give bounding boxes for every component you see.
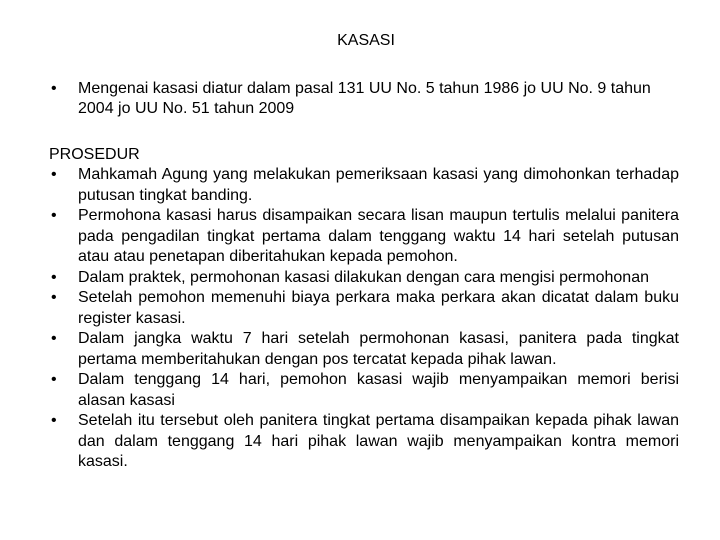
procedure-item: • Setelah itu tersebut oleh panitera tingkat pertama disampaikan kepada pihak lawan dan dalam tenggang 14 hari pihak lawan wajib menyampaikan kontra memori kasasi. xyxy=(49,411,679,473)
procedure-item: • Mahkamah Agung yang melakukan pemeriksaan kasasi yang dimohonkan terhadap putusan tingkat banding. xyxy=(49,165,679,206)
procedure-list xyxy=(49,165,679,473)
intro-item: • Mengenai kasasi diatur dalam pasal 131 UU No. 5 tahun 1986 jo UU No. 9 tahun 2004 jo UU No. 51 tahun 2009 xyxy=(49,79,684,119)
slide-title: KASASI xyxy=(337,32,395,49)
intro-list xyxy=(49,79,684,119)
procedure-item: • Dalam jangka waktu 7 hari setelah permohonan kasasi, panitera pada tingkat pertama memberitahukan dengan pos tercatat kepada pihak lawan. xyxy=(49,329,679,370)
procedure-item: • Dalam praktek, permohonan kasasi dilakukan dengan cara mengisi permohonan xyxy=(49,268,679,289)
section-heading: PROSEDUR xyxy=(49,146,140,163)
procedure-item: • Permohona kasasi harus disampaikan secara lisan maupun tertulis melalui panitera pada pengadilan tingkat pertama dalam tenggang waktu 14 hari setelah putusan atau atau penetapan diberitahukan kepada pemohon. xyxy=(49,206,679,268)
procedure-item: • Dalam tenggang 14 hari, pemohon kasasi wajib menyampaikan memori berisi alasan kasasi xyxy=(49,370,679,411)
procedure-item: • Setelah pemohon memenuhi biaya perkara maka perkara akan dicatat dalam buku register kasasi. xyxy=(49,288,679,329)
